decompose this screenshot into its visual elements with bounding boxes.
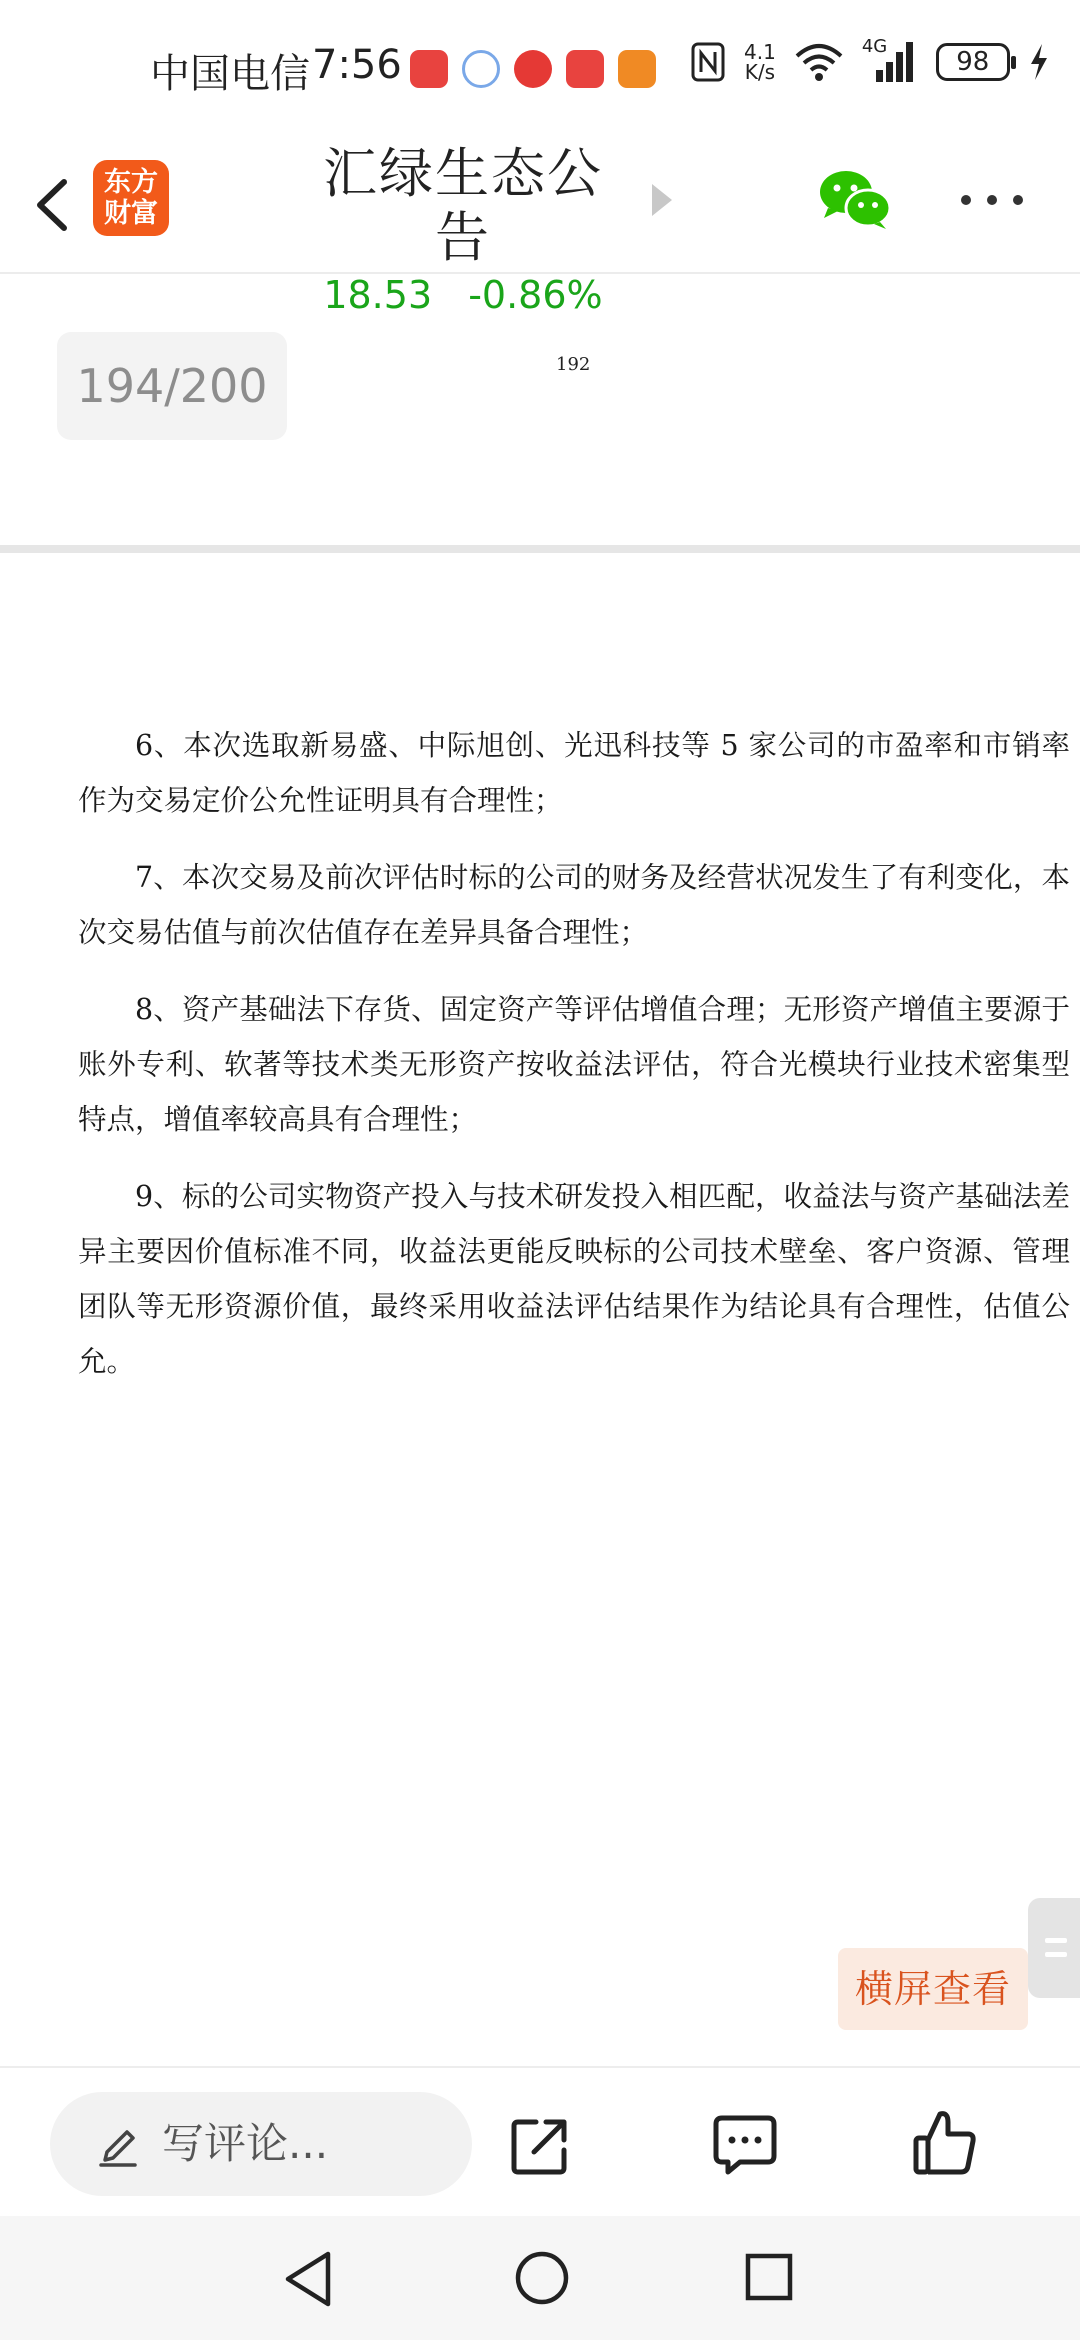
carrier-label: 中国电信 (150, 51, 310, 97)
charging-bolt-icon (1028, 42, 1050, 82)
page-title: 汇绿生态公告 (323, 142, 603, 269)
battery-indicator: 98 (936, 43, 1010, 81)
comment-placeholder: 写评论... (162, 2119, 329, 2168)
pdf-page-number: 192 (556, 354, 591, 375)
page-counter: 194/200 (57, 332, 287, 440)
notification-app-icon (514, 50, 552, 88)
nav-recent-apps-icon[interactable] (744, 2252, 794, 2302)
status-bar (0, 0, 1080, 140)
comment-input[interactable] (50, 2092, 472, 2196)
wifi-icon (794, 40, 844, 84)
bottom-toolbar (0, 2066, 1080, 2216)
notification-icons (410, 50, 656, 88)
notification-app-icon (566, 50, 604, 88)
network-type: 4G (861, 36, 888, 57)
net-speed-unit: K/s (744, 60, 776, 84)
chat-icon[interactable] (712, 2112, 778, 2178)
signal-icon (862, 40, 918, 84)
app-header (0, 140, 1080, 317)
back-icon[interactable] (22, 160, 82, 250)
stock-quote (298, 270, 628, 320)
more-icon[interactable] (958, 192, 1026, 208)
side-drawer-handle[interactable] (1028, 1898, 1080, 1998)
document-body (78, 718, 1070, 1411)
notification-app-icon (462, 50, 500, 88)
wechat-icon[interactable] (818, 168, 892, 230)
stock-change: -0.86% (468, 273, 603, 317)
logo-text-line2: 财富 (104, 198, 158, 229)
notification-app-icon (618, 50, 656, 88)
paragraph: 7、本次交易及前次评估时标的公司的财务及经营状况发生了有利变化，本次交易估值与前次估值存在差异具备合理性； (78, 861, 1070, 949)
paragraph: 9、标的公司实物资产投入与技术研发投入相匹配，收益法与资产基础法差异主要因价值标准不同，收益法更能反映标的公司技术壁垒、客户资源、管理团队等无形资源价值，最终采用收益法评估结果作为结论具有合理性，估值公允。 (78, 1180, 1070, 1378)
notification-app-icon (410, 50, 448, 88)
clock: 7:56 (312, 42, 402, 88)
pen-icon (95, 2120, 143, 2168)
paragraph: 6、本次选取新易盛、中际旭创、光迅科技等 5 家公司的市盈率和市销率作为交易定价公允性证明具有合理性； (78, 729, 1070, 817)
net-speed (744, 42, 776, 82)
system-navigation-bar (0, 2216, 1080, 2340)
play-arrow-icon[interactable] (650, 182, 674, 218)
landscape-view-button[interactable]: 横屏查看 (838, 1948, 1028, 2030)
nav-back-icon[interactable] (282, 2250, 334, 2308)
nav-home-icon[interactable] (514, 2250, 570, 2306)
stock-price: 18.53 (323, 273, 433, 317)
status-indicators (690, 36, 1050, 84)
page-divider (0, 545, 1080, 553)
nfc-icon (690, 40, 726, 84)
stock-title-block[interactable] (298, 140, 628, 320)
signal-group (861, 36, 918, 84)
paragraph: 8、资产基础法下存货、固定资产等评估增值合理；无形资产增值主要源于账外专利、软著等技术类无形资产按收益法评估，符合光模块行业技术密集型特点，增值率较高具有合理性； (78, 993, 1070, 1136)
net-speed-value: 4.1 (744, 40, 776, 64)
like-icon[interactable] (912, 2108, 978, 2178)
logo-text-line1: 东方 (104, 167, 158, 198)
share-icon[interactable] (508, 2114, 572, 2178)
app-logo[interactable] (93, 160, 169, 236)
